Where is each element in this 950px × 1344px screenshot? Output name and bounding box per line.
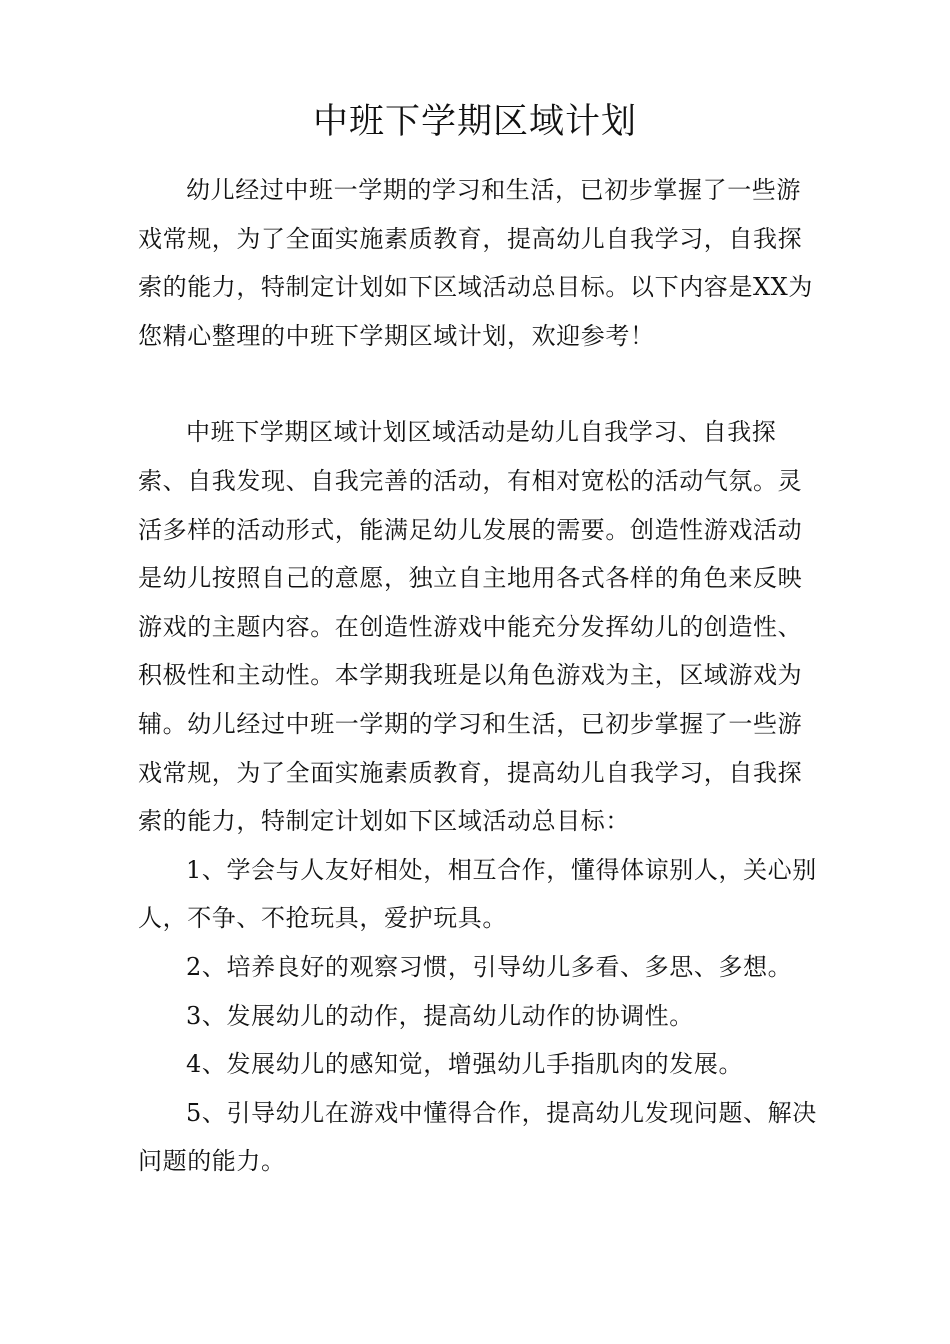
goal-item-2: 2、培养良好的观察习惯，引导幼儿多看、多思、多想。 (186, 952, 793, 981)
intro-paragraph: 幼儿经过中班一学期的学习和生活，已初步掌握了一些游戏常规，为了全面实施素质教育，提高幼儿自我学习，自我探索的能力，特制定计划如下区域活动总目标。以下内容是XX为您精心整理的中班下学期区域计划，欢迎参考！ (138, 176, 813, 350)
main-paragraph: 中班下学期区域计划区域活动是幼儿自我学习、自我探索、自我发现、自我完善的活动，有相对宽松的活动气氛。灵活多样的活动形式，能满足幼儿发展的需要。创造性游戏活动是幼儿按照自己的意愿，独立自主地用各式各样的角色来反映游戏的主题内容。在创造性游戏中能充分发挥幼儿的创造性、积极性和主动性。本学期我班是以角色游戏为主，区域游戏为辅。幼儿经过中班一学期的学习和生活，已初步掌握了一些游戏常规，为了全面实施素质教育，提高幼儿自我学习，自我探索的能力，特制定计划如下区域活动总目标： (138, 418, 803, 836)
goal-item-1: 1、学会与人友好相处，相互合作，懂得体谅别人，关心别人，不争、不抢玩具，爱护玩具。 (138, 855, 817, 933)
goal-item-4: 4、发展幼儿的感知觉，增强幼儿手指肌肉的发展。 (186, 1050, 744, 1079)
goal-item-5: 5、引导幼儿在游戏中懂得合作，提高幼儿发现问题、解决问题的能力。 (138, 1098, 817, 1176)
document-body (138, 166, 822, 1186)
goal-item-3: 3、发展幼儿的动作，提高幼儿动作的协调性。 (186, 1001, 694, 1030)
document-title: 中班下学期区域计划 (312, 102, 637, 142)
